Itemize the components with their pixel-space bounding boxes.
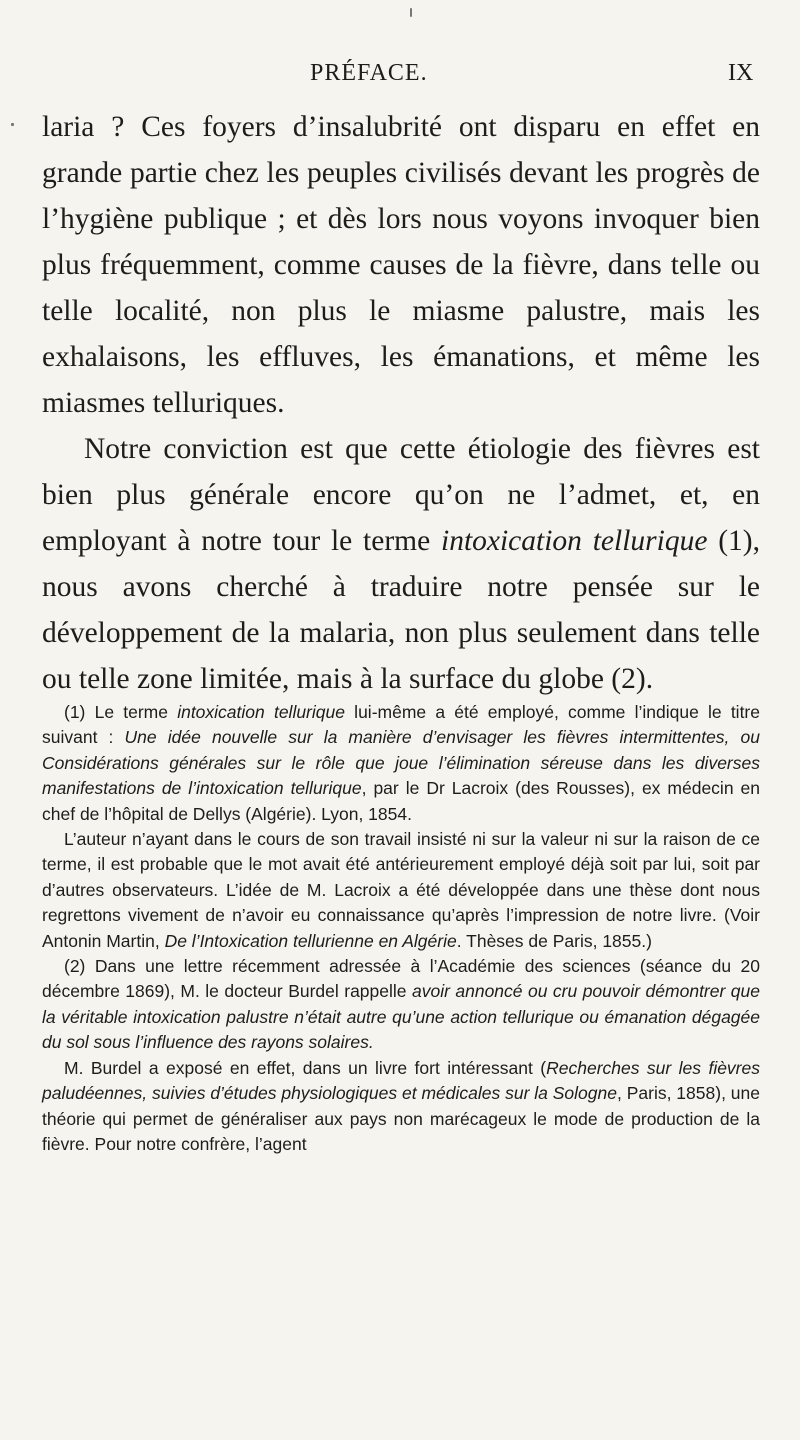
paragraph [42, 104, 760, 426]
main-text [42, 104, 760, 702]
footnote-italic: Une idée nouvelle sur la manière d’envisager les fièvres intermittentes, ou Considérations générales sur le rôle que joue l’élimination séreuse dans les diverses manifestations de l’intoxication tellurique [42, 727, 760, 799]
footnote-italic: De l’Intoxication tellurienne en Algérie [164, 930, 457, 951]
footnote-1-continued [42, 827, 760, 954]
footnote-text: , Paris, 1858), une théorie qui permet de généraliser aux pays non marécageux le mode de production de la fièvre. Pour notre confrère, l’agent [42, 1083, 760, 1154]
footnote-1 [42, 700, 760, 827]
footnote-text: , par le Dr Lacroix (des Rousses), ex médecin en chef de l’hôpital de Dellys (Algérie). Lyon, 1854. [42, 778, 760, 824]
italic-term: intoxication tellurique [441, 525, 708, 557]
paragraph-text: laria ? Ces foyers d’insalubrité ont disparu en effet en grande partie chez les peuples civilisés devant les progrès de l’hygiène publique ; et dès lors nous voyons invoquer bien plus fréquemment, comme causes de la fièvre, dans telle ou telle localité, non plus le miasme palustre, mais les exhalaisons, les effluves, les émanations, et même les miasmes telluriques. [42, 111, 760, 419]
page-number: IX [728, 60, 754, 86]
paragraph-text: Notre conviction est que cette étiologie des fièvres est bien plus générale encore qu’on ne l’admet, et, en employant à notre tour le terme [42, 433, 760, 557]
footnote-italic: avoir annoncé ou cru pouvoir démontrer que la véritable intoxication palustre n’était autre qu’une action tellurique ou émanation dégagée du sol sous l’influence des rayons solaires. [42, 981, 760, 1053]
print-speck [410, 8, 412, 17]
paragraph-text: (1), nous avons cherché à traduire notre pensée sur le développement de la malaria, non plus seulement dans telle ou telle zone limitée, mais à la surface du globe (2). [42, 525, 760, 695]
footnote-text: lui-même a été employé, comme l’indique le titre suivant : [42, 702, 760, 748]
paragraph [42, 426, 760, 702]
footnote-text: L’auteur n’ayant dans le cours de son travail insisté ni sur la valeur ni sur la raison de ce terme, il est probable que le mot avait été antérieurement employé déjà soit par lui, soit par d’autres observateurs. L’idée de M. Lacroix a été développée dans une thèse dont nous regrettons vivement de n’avoir eu connaissance qu’après l’impression de notre livre. (Voir Antonin Martin, [42, 829, 760, 951]
page-header [0, 60, 800, 100]
footnote-text: (1) Le terme [64, 702, 178, 722]
footnote-2-continued [42, 1056, 760, 1158]
footnote-italic: Recherches sur les fièvres paludéennes, suivies d’études physiologiques et médicales sur la Sologne [42, 1057, 760, 1104]
footnote-text: (2) Dans une lettre récemment adressée à l’Académie des sciences (séance du 20 décembre 1869), M. le docteur Burdel rappelle [42, 956, 760, 1002]
footnote-italic: intoxication tellurique [177, 702, 345, 722]
running-title: PRÉFACE. [310, 60, 428, 86]
footnote-2 [42, 954, 760, 1056]
footnotes [42, 700, 760, 1157]
footnote-text: M. Burdel a exposé en effet, dans un livre fort intéressant ( [64, 1057, 547, 1078]
footnote-text: . Thèses de Paris, 1855.) [456, 930, 652, 951]
print-speck [11, 123, 14, 126]
